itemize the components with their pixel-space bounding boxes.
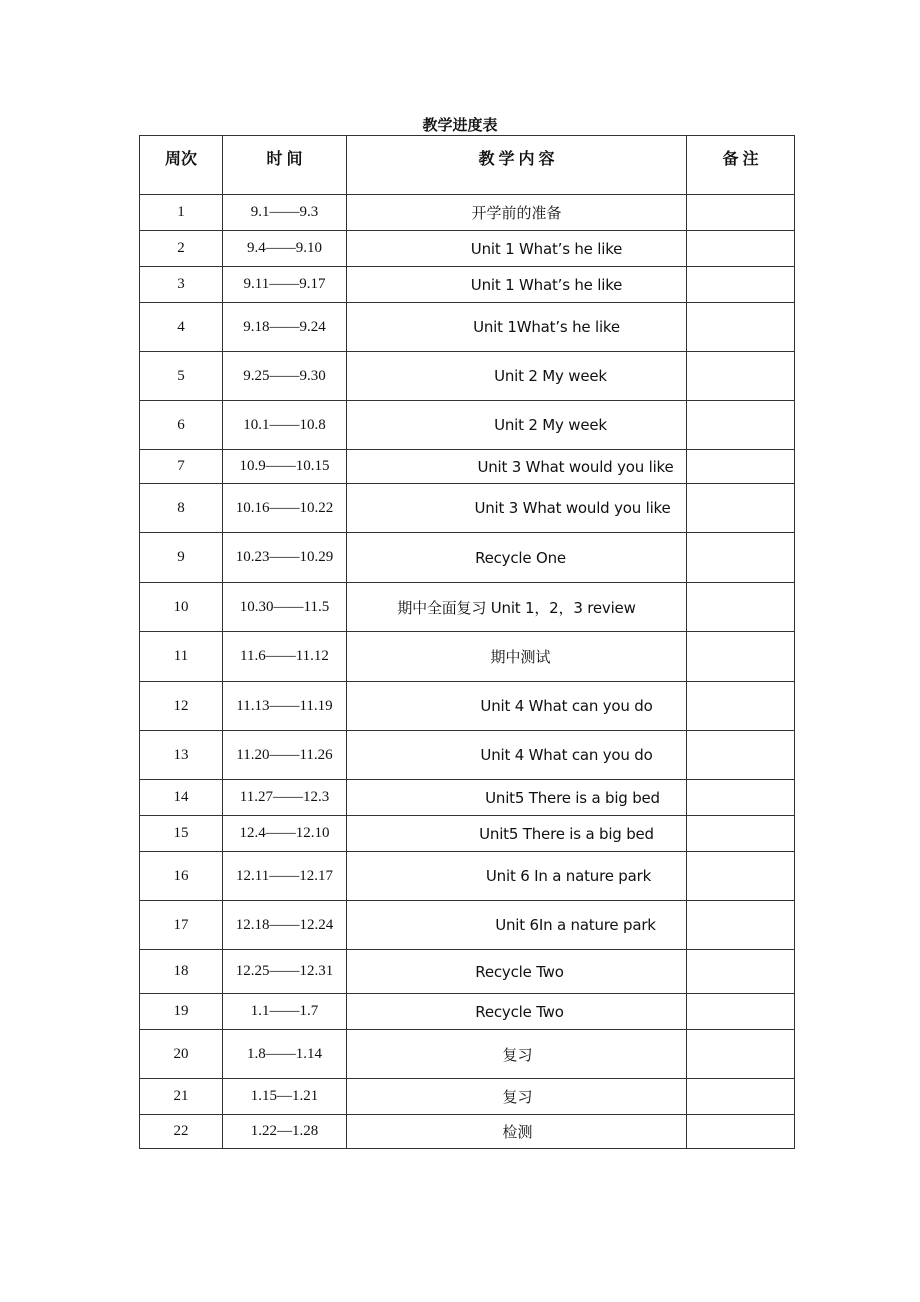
- header-time: 时 间: [223, 136, 347, 195]
- content-cell: [347, 401, 687, 450]
- content-text: Unit5 There is a big bed: [485, 788, 660, 807]
- table-row: [140, 533, 795, 583]
- week-cell: 12: [140, 682, 223, 731]
- table-row: [140, 401, 795, 450]
- time-cell: 12.25——12.31: [223, 950, 347, 994]
- content-text: Unit 6In a nature park: [495, 916, 656, 934]
- content-text: 复习: [502, 1090, 533, 1106]
- header-note: 备 注: [687, 136, 795, 195]
- week-cell: 18: [140, 950, 223, 994]
- note-cell: [687, 950, 795, 994]
- time-cell: 10.23——10.29: [223, 533, 347, 583]
- table-row: [140, 195, 795, 231]
- note-cell: [687, 231, 795, 267]
- table-row: [140, 852, 795, 901]
- week-cell: 15: [140, 816, 223, 852]
- table-row: [140, 303, 795, 352]
- week-cell: 5: [140, 352, 223, 401]
- content-text: Unit 1 What’s he like: [470, 275, 623, 294]
- content-text: 期中测试: [490, 650, 551, 666]
- week-cell: 7: [140, 450, 223, 484]
- content-cell: [347, 901, 687, 950]
- table-row: [140, 352, 795, 401]
- table-row: [140, 950, 795, 994]
- time-cell: 9.25——9.30: [223, 352, 347, 401]
- content-cell: [347, 195, 687, 231]
- table-row: [140, 267, 795, 303]
- time-cell: 10.9——10.15: [223, 450, 347, 484]
- content-cell: [347, 231, 687, 267]
- content-cell: [347, 583, 687, 632]
- time-cell: 1.22—1.28: [223, 1115, 347, 1149]
- content-text: 期中全面复习 Unit 1，2，3 review: [397, 598, 636, 617]
- content-cell: [347, 632, 687, 682]
- schedule-table: [139, 135, 795, 1149]
- note-cell: [687, 816, 795, 852]
- table-row: [140, 1030, 795, 1079]
- time-cell: 11.20——11.26: [223, 731, 347, 780]
- week-cell: 10: [140, 583, 223, 632]
- table-row: [140, 816, 795, 852]
- note-cell: [687, 1030, 795, 1079]
- note-cell: [687, 1079, 795, 1115]
- note-cell: [687, 852, 795, 901]
- note-cell: [687, 533, 795, 583]
- note-cell: [687, 994, 795, 1030]
- note-cell: [687, 484, 795, 533]
- content-cell: [347, 450, 687, 484]
- week-cell: 6: [140, 401, 223, 450]
- week-cell: 16: [140, 852, 223, 901]
- content-text: Unit 3 What would you like: [474, 499, 671, 517]
- time-cell: 12.4——12.10: [223, 816, 347, 852]
- content-cell: [347, 682, 687, 731]
- note-cell: [687, 780, 795, 816]
- content-cell: [347, 994, 687, 1030]
- table-row: [140, 682, 795, 731]
- note-cell: [687, 267, 795, 303]
- week-cell: 13: [140, 731, 223, 780]
- content-cell: [347, 731, 687, 780]
- table-row: [140, 1079, 795, 1115]
- content-text: Unit 2 My week: [494, 416, 607, 434]
- content-cell: [347, 267, 687, 303]
- schedule-body: [140, 195, 795, 1149]
- content-cell: [347, 533, 687, 583]
- content-text: Recycle One: [475, 548, 566, 567]
- note-cell: [687, 901, 795, 950]
- note-cell: [687, 450, 795, 484]
- time-cell: 9.18——9.24: [223, 303, 347, 352]
- content-text: Unit 6 In a nature park: [485, 867, 652, 885]
- time-cell: 10.30——11.5: [223, 583, 347, 632]
- note-cell: [687, 1115, 795, 1149]
- time-cell: 12.18——12.24: [223, 901, 347, 950]
- content-text: Unit 1 What’s he like: [470, 239, 623, 258]
- time-cell: 10.16——10.22: [223, 484, 347, 533]
- content-text: 复习: [502, 1047, 533, 1064]
- table-title: 教学进度表: [422, 118, 498, 134]
- header-content: 教 学 内 容: [347, 136, 687, 195]
- week-cell: 1: [140, 195, 223, 231]
- time-cell: 11.13——11.19: [223, 682, 347, 731]
- week-cell: 22: [140, 1115, 223, 1149]
- week-cell: 11: [140, 632, 223, 682]
- content-cell: [347, 352, 687, 401]
- time-cell: 12.11——12.17: [223, 852, 347, 901]
- table-row: [140, 231, 795, 267]
- content-text: Unit5 There is a big bed: [479, 824, 654, 843]
- week-cell: 3: [140, 267, 223, 303]
- note-cell: [687, 583, 795, 632]
- week-cell: 9: [140, 533, 223, 583]
- content-cell: [347, 950, 687, 994]
- table-row: [140, 583, 795, 632]
- content-cell: [347, 1030, 687, 1079]
- week-cell: 21: [140, 1079, 223, 1115]
- content-text: Unit 4 What can you do: [480, 697, 653, 715]
- time-cell: 1.1——1.7: [223, 994, 347, 1030]
- table-row: [140, 1115, 795, 1149]
- time-cell: 10.1——10.8: [223, 401, 347, 450]
- content-text: 开学前的准备: [471, 206, 562, 222]
- time-cell: 1.8——1.14: [223, 1030, 347, 1079]
- content-cell: [347, 816, 687, 852]
- time-cell: 9.4——9.10: [223, 231, 347, 267]
- content-text: Recycle Two: [475, 1002, 564, 1021]
- note-cell: [687, 682, 795, 731]
- content-text: Unit 2 My week: [494, 367, 607, 385]
- content-text: Unit 3 What would you like: [477, 457, 674, 476]
- time-cell: 11.27——12.3: [223, 780, 347, 816]
- week-cell: 20: [140, 1030, 223, 1079]
- week-cell: 4: [140, 303, 223, 352]
- table-row: [140, 780, 795, 816]
- table-row: [140, 450, 795, 484]
- header-row: [140, 136, 795, 195]
- time-cell: 11.6——11.12: [223, 632, 347, 682]
- note-cell: [687, 352, 795, 401]
- table-row: [140, 994, 795, 1030]
- content-cell: [347, 303, 687, 352]
- content-text: 检测: [502, 1125, 533, 1141]
- week-cell: 2: [140, 231, 223, 267]
- content-text: Unit 1What’s he like: [473, 318, 620, 336]
- note-cell: [687, 195, 795, 231]
- table-row: [140, 731, 795, 780]
- header-week: 周次: [140, 136, 223, 195]
- note-cell: [687, 303, 795, 352]
- week-cell: 8: [140, 484, 223, 533]
- table-row: [140, 484, 795, 533]
- content-cell: [347, 1079, 687, 1115]
- content-text: Recycle Two: [475, 962, 564, 981]
- content-text: Unit 4 What can you do: [480, 746, 653, 764]
- note-cell: [687, 401, 795, 450]
- content-cell: [347, 1115, 687, 1149]
- week-cell: 19: [140, 994, 223, 1030]
- content-cell: [347, 852, 687, 901]
- note-cell: [687, 632, 795, 682]
- note-cell: [687, 731, 795, 780]
- time-cell: 9.1——9.3: [223, 195, 347, 231]
- content-cell: [347, 780, 687, 816]
- time-cell: 9.11——9.17: [223, 267, 347, 303]
- week-cell: 14: [140, 780, 223, 816]
- week-cell: 17: [140, 901, 223, 950]
- table-row: [140, 901, 795, 950]
- table-row: [140, 632, 795, 682]
- time-cell: 1.15—1.21: [223, 1079, 347, 1115]
- content-cell: [347, 484, 687, 533]
